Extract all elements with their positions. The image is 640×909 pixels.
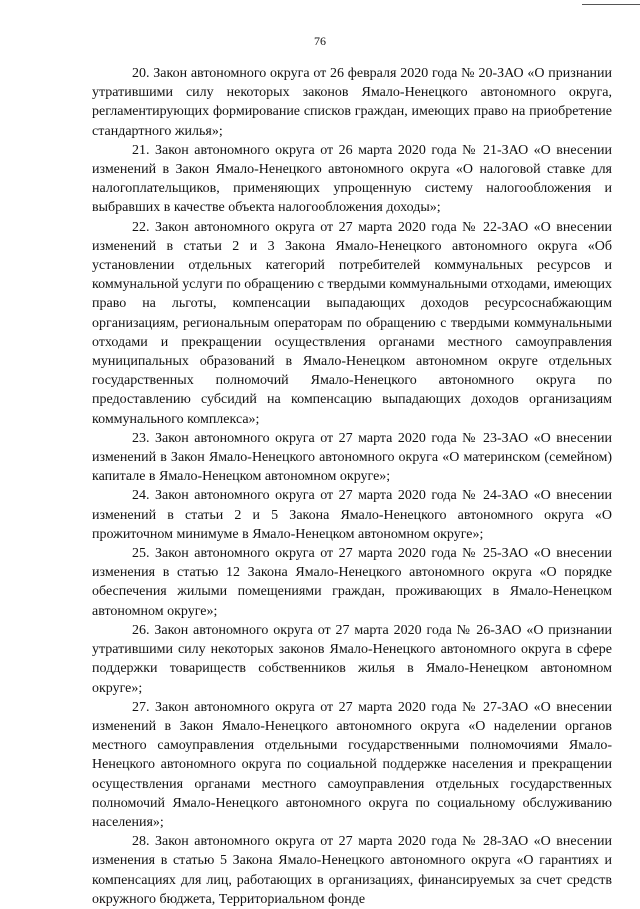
page-number: 76 <box>314 34 326 48</box>
list-item-28: 28. Закон автономного округа от 27 марта 2020 года № 28-ЗАО «О внесении изменения в статью 5 Закона Ямало-Ненецкого автономного округа «О гарантиях и компенсациях для лиц, работающих в организациях, финансируемых за счет средств окружного бюджета, Территориальном фонде <box>92 834 612 907</box>
document-body <box>92 64 612 909</box>
list-item-23: 23. Закон автономного округа от 27 марта 2020 года № 23-ЗАО «О внесении изменений в Закон Ямало-Ненецкого автономного округа «О материнском (семейном) капитале в Ямало-Ненецком автономном округе»; <box>92 430 612 485</box>
list-item-22: 22. Закон автономного округа от 27 марта 2020 года № 22-ЗАО «О внесении изменений в статьи 2 и 3 Закона Ямало-Ненецкого автономного округа «Об установлении отдельных категорий потребителей коммунальных ресурсов и коммунальной услуги по обращению с твердыми коммунальными отходами, имеющих право на льготы, компенсации выпадающих доходов ресурсоснабжающим организациям, региональным операторам по обращению с твердыми коммунальными отходами и прекращении осуществления органами местного самоуправления муниципальных образований в Ямало-Ненецком автономном округе отдельных государственных полномочий Ямало-Ненецкого автономного округа по предоставлению субсидий на компенсацию выпадающих доходов организациям коммунального комплекса»; <box>92 219 612 427</box>
list-item-25: 25. Закон автономного округа от 27 марта 2020 года № 25-ЗАО «О внесении изменения в статью 12 Закона Ямало-Ненецкого автономного округа «О порядке обеспечения жилыми помещениями граждан, проживающих в Ямало-Ненецком автономном округе»; <box>92 546 612 619</box>
list-item-26: 26. Закон автономного округа от 27 марта 2020 года № 26-ЗАО «О признании утратившими силу некоторых законов Ямало-Ненецкого автономного округа в сфере поддержки товариществ собственников жилья в Ямало-Ненецком автономном округе»; <box>92 622 612 696</box>
list-item-27: 27. Закон автономного округа от 27 марта 2020 года № 27-ЗАО «О внесении изменений в Закон Ямало-Ненецкого автономного округа «О наделении органов местного самоуправления отдельными государственными полномочиями Ямало-Ненецкого автономного округа по социальной поддержке населения и прекращении осуществления органами местного самоуправления отдельных государственных полномочий Ямало-Ненецкого автономного округа по социальному обслуживанию населения»; <box>92 699 612 830</box>
scan-edge-line <box>582 4 640 5</box>
list-item-21: 21. Закон автономного округа от 26 марта 2020 года № 21-ЗАО «О внесении изменений в Закон Ямало-Ненецкого автономного округа «О налоговой ставке для налогоплательщиков, применяющих упрощенную систему налогообложения и выбравших в качестве объекта налогообложения доходы»; <box>92 142 612 216</box>
list-item-24: 24. Закон автономного округа от 27 марта 2020 года № 24-ЗАО «О внесении изменений в статьи 2 и 5 Закона Ямало-Ненецкого автономного округа «О прожиточном минимуме в Ямало-Ненецком автономном округе»; <box>92 488 612 542</box>
list-item-20: 20. Закон автономного округа от 26 февраля 2020 года № 20-ЗАО «О признании утратившими силу некоторых законов Ямало-Ненецкого автономного округа, регламентирующих формирование списков граждан, имеющих право на приобретение стандартного жилья»; <box>92 66 612 139</box>
